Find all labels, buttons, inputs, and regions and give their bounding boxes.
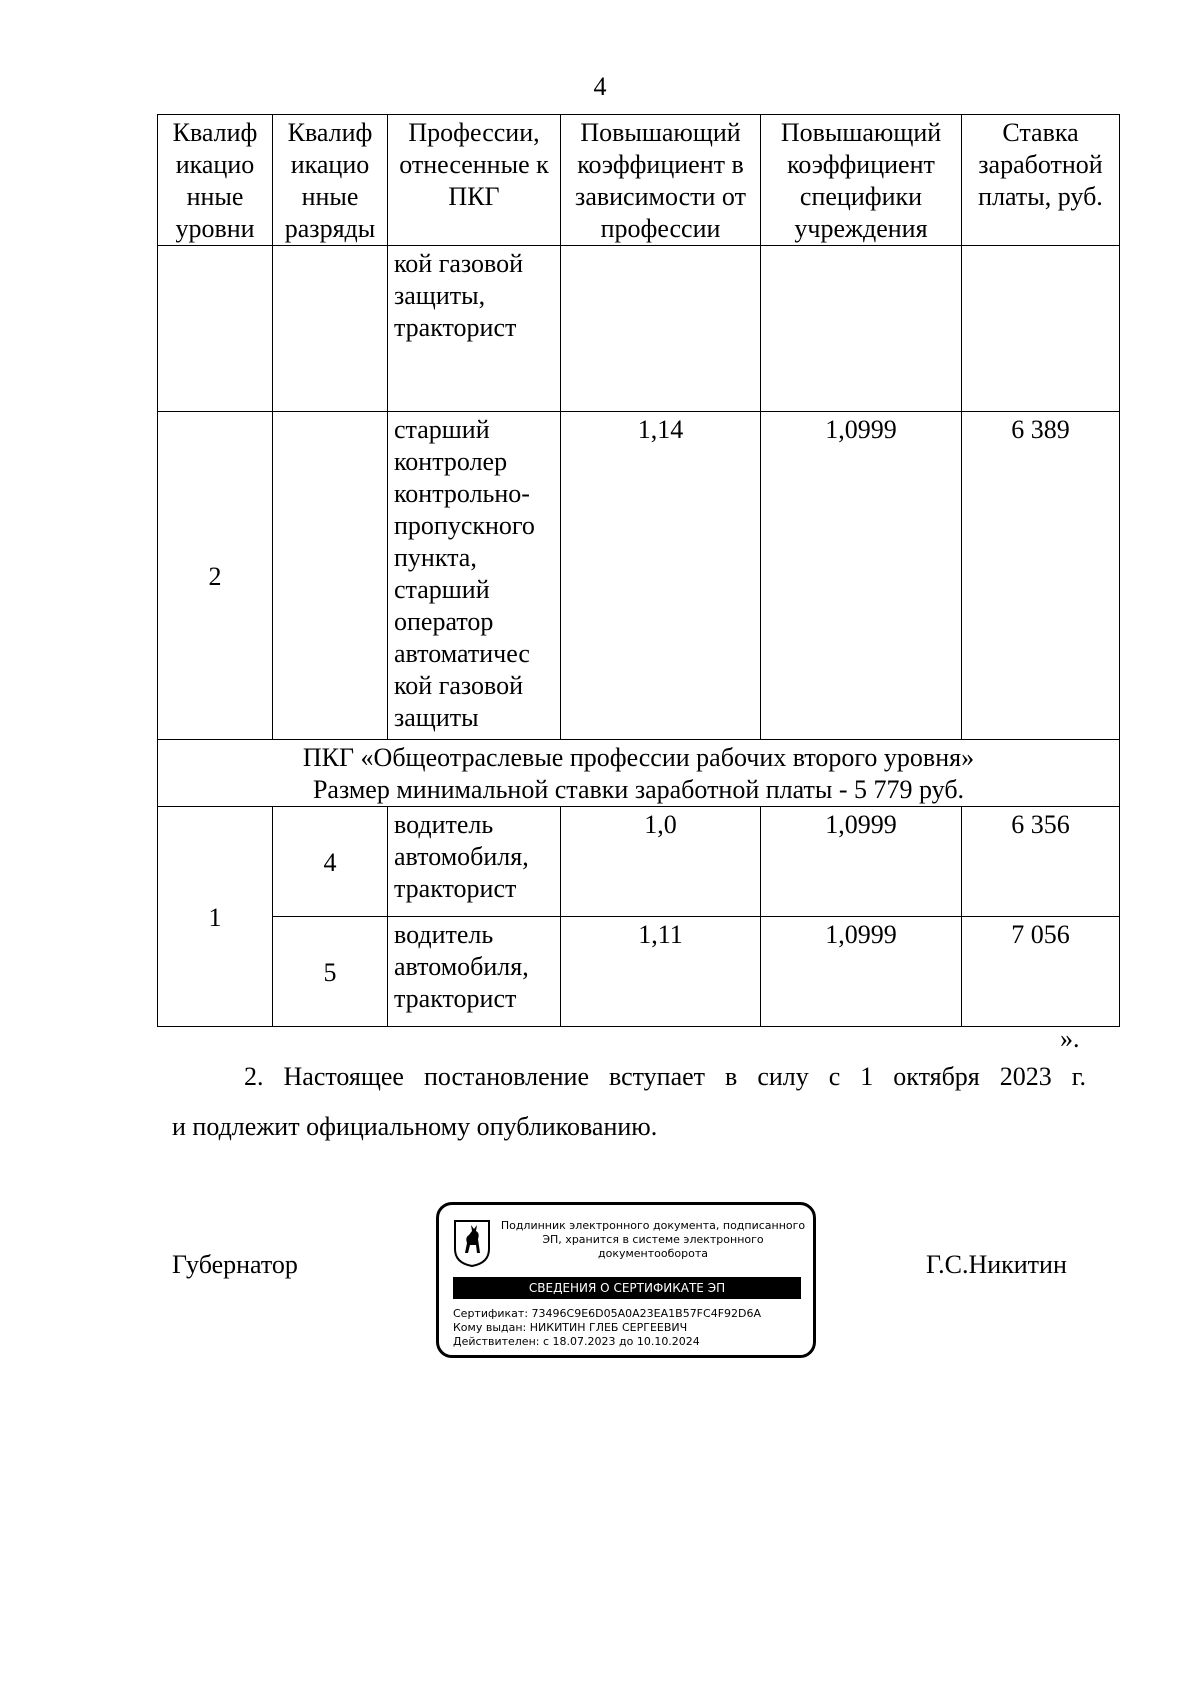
cell-empty	[273, 246, 388, 412]
stamp-header: Подлинник электронного документа, подписанного ЭП, хранится в системе электронного документооборота	[500, 1219, 806, 1260]
coat-of-arms-icon	[453, 1219, 491, 1267]
table-row	[158, 807, 1120, 917]
cell-empty	[158, 246, 273, 412]
closing-quote: ».	[1060, 1024, 1080, 1053]
electronic-signature-stamp	[436, 1202, 816, 1358]
paragraph-line-1: 2. Настоящее постановление вступает в силу с 1 октября 2023 г.	[244, 1062, 1086, 1091]
signatory-role: Губернатор	[172, 1250, 298, 1279]
stamp-info	[453, 1307, 761, 1349]
header-professions: Профессии, отнесенные к ПКГ	[388, 115, 561, 246]
cell-profession: старший контролер контрольно-пропускного пункта, старший оператор автоматичес кой газовой защиты	[388, 412, 561, 740]
cell-rate: 7 056	[962, 917, 1120, 1027]
cell-empty	[761, 246, 962, 412]
group-min-rate: Размер минимальной ставки заработной платы - 5 779 руб.	[312, 775, 965, 804]
cell-empty	[273, 412, 388, 740]
header-coef-institution: Повышающий коэффициент специфики учреждения	[761, 115, 962, 246]
cell-level: 1	[158, 807, 273, 1027]
header-rate: Ставка заработной платы, руб.	[962, 115, 1120, 246]
table-row	[158, 246, 1120, 412]
stamp-certificate: Сертификат: 73496C9E6D05A0A23EA1B57FC4F92D6A	[453, 1307, 762, 1320]
table-row	[158, 412, 1120, 740]
cell-empty	[561, 246, 761, 412]
header-grades: Квалиф икацио нные разряды	[273, 115, 388, 246]
cell-rate: 6 389	[962, 412, 1120, 740]
table-header-row	[158, 115, 1120, 246]
cell-grade: 4	[273, 807, 388, 917]
cell-grade: 5	[273, 917, 388, 1027]
group-title: ПКГ «Общеотраслевые профессии рабочих второго уровня»	[302, 743, 975, 772]
header-coef-profession: Повышающий коэффициент в зависимости от профессии	[561, 115, 761, 246]
cell-coef-profession: 1,0	[561, 807, 761, 917]
cell-empty	[962, 246, 1120, 412]
cell-coef-profession: 1,11	[561, 917, 761, 1027]
cell-coef-profession: 1,14	[561, 412, 761, 740]
page-number: 4	[593, 72, 607, 101]
table-row	[158, 917, 1120, 1027]
cell-profession: водитель автомобиля, тракторист	[388, 807, 561, 917]
stamp-issued-to: Кому выдан: НИКИТИН ГЛЕБ СЕРГЕЕВИЧ	[453, 1321, 688, 1334]
paragraph-line-2: и подлежит официальному опубликованию.	[172, 1112, 658, 1141]
cell-rate: 6 356	[962, 807, 1120, 917]
stamp-valid: Действителен: с 18.07.2023 до 10.10.2024	[453, 1335, 700, 1348]
group-title-cell	[158, 740, 1120, 807]
cell-coef-institution: 1,0999	[761, 412, 962, 740]
stamp-bar: СВЕДЕНИЯ О СЕРТИФИКАТЕ ЭП	[453, 1277, 801, 1299]
cell-profession: водитель автомобиля, тракторист	[388, 917, 561, 1027]
cell-coef-institution: 1,0999	[761, 917, 962, 1027]
wage-table	[157, 114, 1120, 1027]
cell-profession: кой газовой защиты, тракторист	[388, 246, 561, 412]
signatory-name: Г.С.Никитин	[926, 1250, 1067, 1279]
cell-coef-institution: 1,0999	[761, 807, 962, 917]
cell-level: 2	[158, 412, 273, 740]
group-row	[158, 740, 1120, 807]
header-levels: Квалиф икацио нные уровни	[158, 115, 273, 246]
